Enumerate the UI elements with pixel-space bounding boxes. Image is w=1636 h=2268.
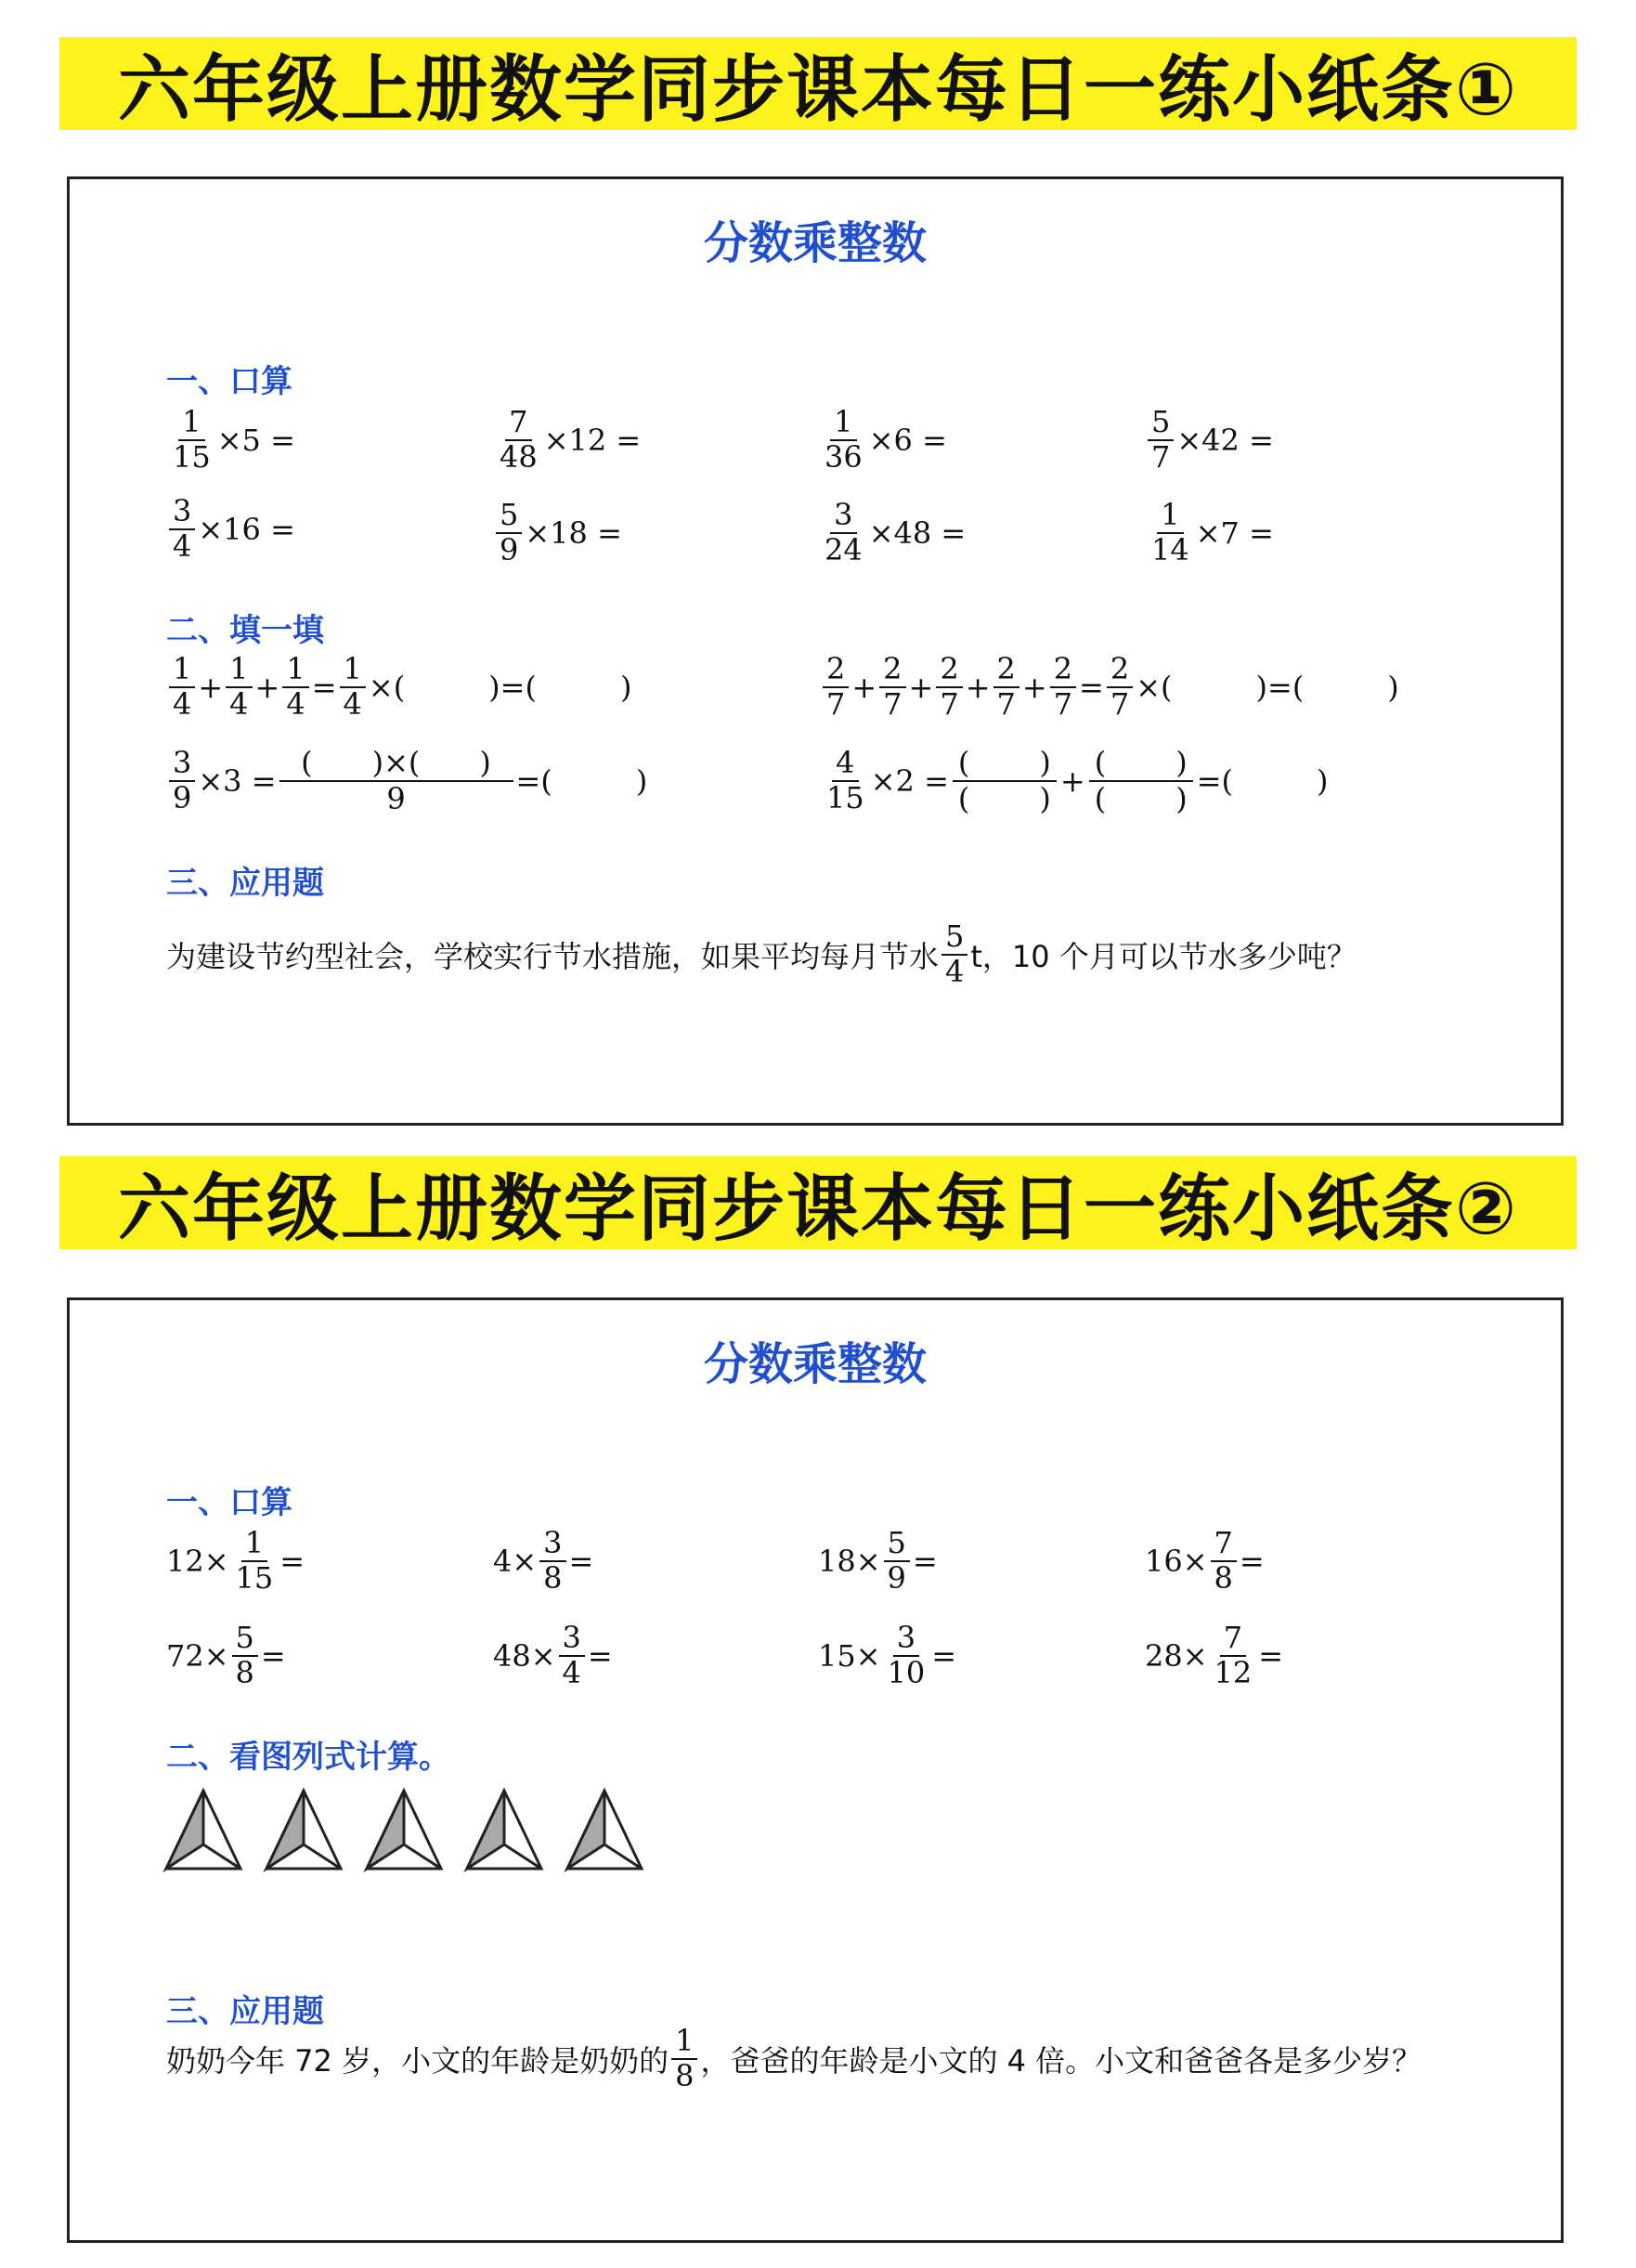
oral-item: $\frac{1}{14}$ ×7 = xyxy=(1151,497,1274,567)
banner-title-1: 六年级上册数学同步课本每日一练小纸条① xyxy=(59,37,1577,130)
oral-item: 12× $\frac{1}{15}$ = xyxy=(166,1525,305,1596)
triangle-figure-5 xyxy=(567,1791,642,1869)
section-picture-calc: 二、看图列式计算。 xyxy=(166,1739,450,1776)
oral-item: $\frac{5}{9}$ ×18 = xyxy=(493,499,622,567)
section-oral-calc: 一、口算 xyxy=(166,1484,292,1521)
worksheet-title: 分数乘整数 xyxy=(703,1338,927,1390)
triangle-figure-3 xyxy=(367,1791,441,1869)
oral-item: $\frac{3}{24}$ ×48 = xyxy=(824,497,967,567)
oral-item: 18× $\frac{5}{9}$ = xyxy=(818,1525,938,1596)
fill-item: $\frac{2}{7}$ + $\frac{2}{7}$ + $\frac{2}{7}$ + $\frac{2}{7}$ + $\frac{2}{7}$ = $\frac{2}{7}$ ×( )=( ) xyxy=(820,653,1399,722)
word-problem-text: 奶奶今年 72 岁，小文的年龄是奶奶的 $\frac{1}{8}$ ，爸爸的年龄是小文的 4 倍。小文和爸爸各是多少岁？ xyxy=(166,2023,1422,2093)
oral-item: 72× $\frac{5}{8}$ = xyxy=(166,1620,286,1690)
fill-item: $\frac{3}{9}$ ×3 = ( )×( ) 9 = ( ) xyxy=(166,746,647,816)
oral-item: $\frac{1}{15}$ ×5 = xyxy=(173,404,295,475)
section-fill-blank: 二、填一填 xyxy=(166,612,324,649)
worksheet-title: 分数乘整数 xyxy=(703,217,927,269)
oral-item: 15× $\frac{3}{10}$ = xyxy=(818,1620,957,1690)
oral-item: 48× $\frac{3}{4}$ = xyxy=(493,1620,613,1690)
fill-item: $\frac{1}{4}$ + $\frac{1}{4}$ + $\frac{1}{4}$ = $\frac{1}{4}$ ×( )=( ) xyxy=(166,653,631,722)
section-word-problem: 三、应用题 xyxy=(166,1993,324,2030)
fill-item: $\frac{4}{15}$ ×2 = ( ) ( ) + ( ) ( ) = ( ) xyxy=(826,744,1329,816)
worksheet-card-2 xyxy=(67,1297,1564,2243)
worksheet-card-1 xyxy=(67,176,1564,1126)
oral-item: $\frac{5}{7}$ ×42 = xyxy=(1145,406,1274,475)
oral-item: 28× $\frac{7}{12}$ = xyxy=(1145,1620,1284,1690)
section-oral-calc: 一、口算 xyxy=(166,363,292,400)
triangle-figure-2 xyxy=(266,1791,341,1869)
oral-item: $\frac{7}{48}$ ×12 = xyxy=(500,404,642,475)
oral-item: 4× $\frac{3}{8}$ = xyxy=(493,1525,594,1596)
word-problem-text: 为建设节约型社会，学校实行节水措施，如果平均每月节水 $\frac{5}{4}$ t，10 个月可以节水多少吨？ xyxy=(166,919,1357,989)
oral-item: $\frac{3}{4}$ ×16 = xyxy=(166,495,295,564)
triangle-figure-1 xyxy=(166,1791,240,1869)
banner-title-2: 六年级上册数学同步课本每日一练小纸条② xyxy=(59,1156,1577,1249)
triangle-figures xyxy=(162,1783,682,1876)
oral-item: $\frac{1}{36}$ ×6 = xyxy=(824,404,947,475)
oral-item: 16× $\frac{7}{8}$ = xyxy=(1145,1525,1265,1596)
section-word-problem: 三、应用题 xyxy=(166,865,324,902)
triangle-figure-4 xyxy=(467,1791,541,1869)
